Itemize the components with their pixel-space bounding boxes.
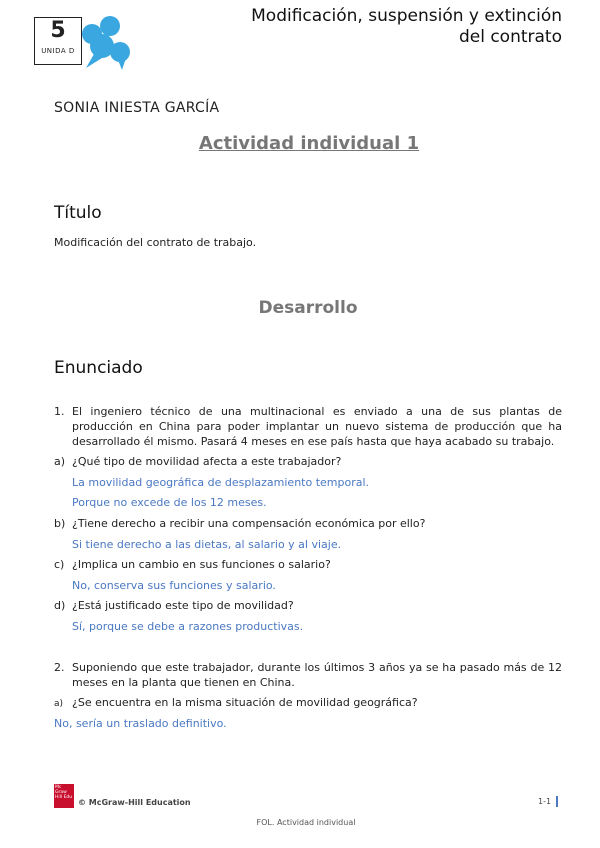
unit-label: UNIDA D — [41, 47, 75, 55]
mcgraw-hill-logo — [54, 784, 74, 808]
q1-number: 1. — [54, 405, 65, 418]
q1a-answer2: Porque no excede de los 12 meses. — [72, 496, 267, 509]
header-title-line2: del contrato — [458, 27, 562, 47]
q2-text: Suponiendo que este trabajador, durante los últimos 3 años ya se ha pasado más de 12 meses en la planta que tienen en China. — [72, 661, 562, 689]
header-title — [251, 6, 562, 48]
activity-title: Actividad individual 1 — [198, 133, 420, 154]
q2a-answer: No, sería un traslado definitivo. — [54, 717, 227, 730]
q1b-answer: Si tiene derecho a las dietas, al salario y al viaje. — [72, 538, 342, 551]
q1b-label: b) — [54, 517, 66, 530]
desarrollo-heading: Desarrollo — [258, 298, 358, 318]
unit-number: 5 — [50, 18, 66, 43]
q1a-answer1: La movilidad geográfica de desplazamiento temporal. — [72, 476, 370, 489]
q1b-text: ¿Tiene derecho a recibir una compensación económica por ello? — [72, 517, 426, 530]
q1a-label: a) — [54, 455, 66, 468]
page-number-divider — [556, 796, 558, 807]
titulo-text: Modificación del contrato de trabajo. — [54, 236, 257, 249]
q2a-label: a) — [54, 699, 64, 709]
q1a-text: ¿Qué tipo de movilidad afecta a este trabajador? — [72, 455, 342, 468]
page-number: 1-1 — [538, 797, 552, 806]
q1-text: El ingeniero técnico de una multinacional es enviado a una de sus plantas de producción en China para poder implantar un nuevo sistema de producción que ha desarrollado él mismo. Pasará 4 meses en ese país hasta que haya acabado su trabajo. — [72, 405, 562, 448]
q2a-text: ¿Se encuentra en la misma situación de movilidad geográfica? — [72, 696, 418, 709]
q1c-text: ¿Implica un cambio en sus funciones o salario? — [72, 558, 331, 571]
author-name: SONIA INIESTA GARCÍA — [54, 100, 220, 116]
enunciado-heading: Enunciado — [54, 358, 143, 378]
q1c-answer: No, conserva sus funciones y salario. — [72, 579, 276, 592]
header-title-line1: Modificación, suspensión y extinción — [251, 6, 562, 26]
logo-text: Mc Graw Hill Edu — [55, 785, 73, 800]
footer-text: FOL. Actividad individual — [256, 818, 356, 827]
q2-number: 2. — [54, 661, 65, 674]
titulo-heading: Título — [54, 203, 102, 223]
copyright: © McGraw-Hill Education — [78, 798, 191, 807]
q1d-label: d) — [54, 599, 66, 612]
q1c-label: c) — [54, 558, 65, 571]
q1d-text: ¿Está justificado este tipo de movilidad? — [72, 599, 294, 612]
q1d-answer: Sí, porque se debe a razones productivas. — [72, 620, 304, 633]
unit-badge — [34, 17, 82, 65]
speech-bubbles-icon — [80, 14, 136, 72]
